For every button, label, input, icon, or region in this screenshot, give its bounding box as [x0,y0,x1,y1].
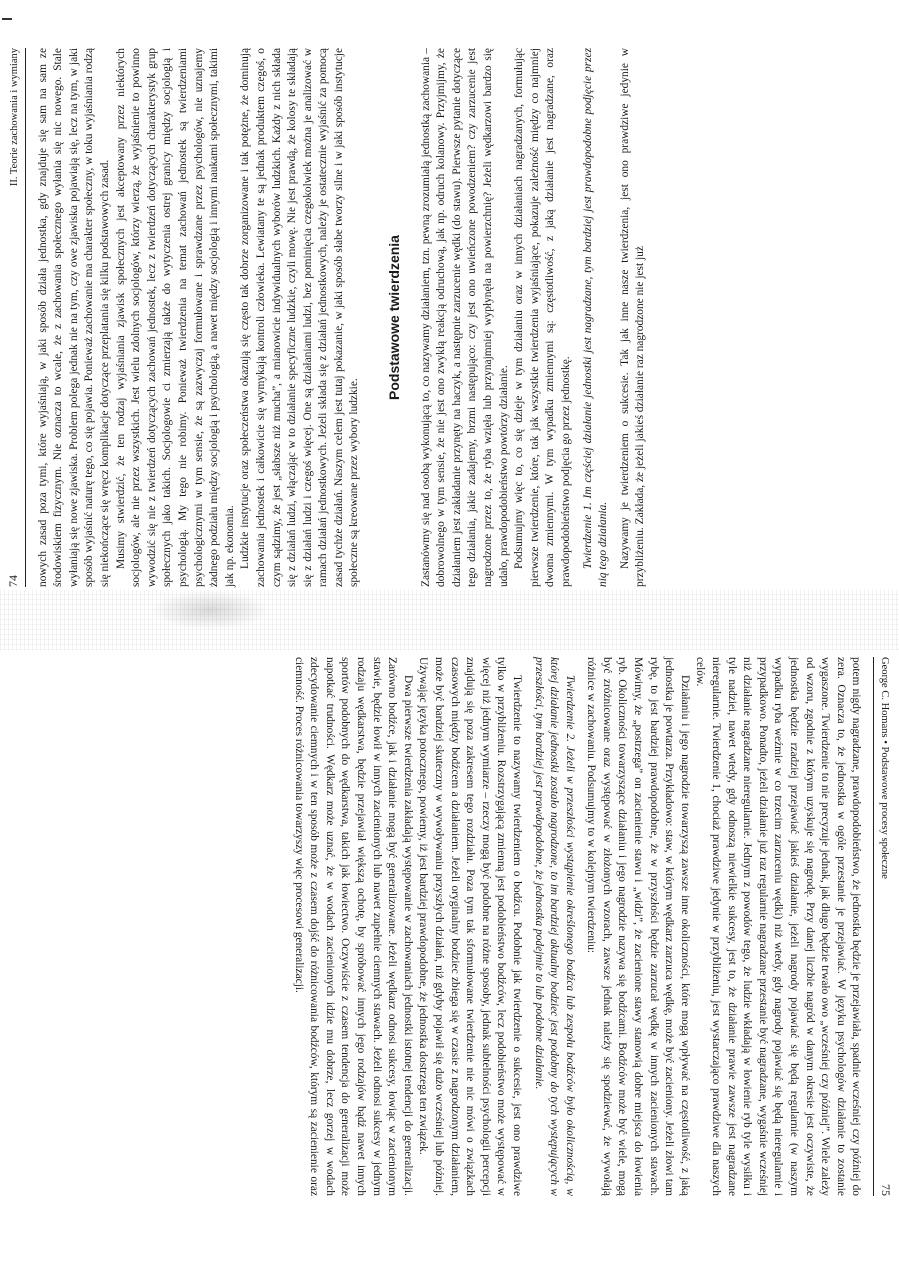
page-number: 75 [879,1184,893,1196]
book-page-74 [0,40,835,595]
binding-gutter [0,590,899,650]
section-heading: Podstawowe twierdzenia [386,235,403,400]
gutter-shadow [150,590,270,630]
paragraph: Dwa pierwsze twierdzenia zakładają występowanie w zachowaniach jednostki istotnej tendencji do generalizacji. Zarówno bodźce, jak i działanie mogą być generalizowane. Jeżeli wędkarz odnosi sukcesy, łowiąc w zacienionym stawie, będzie łowił w innych zacienionych lub nawet zupełnie ciemnych stawach. Jeżeli odnosi sukcesy w jednym rodzaju wędkarstwa, będzie przejawiał większą ochotę, by spróbować innych jego rodzajów bądź nawet innych sportów podobnych do wędkarstwa, takich jak łowiectwo. Oczywiście z czasem tendencja do generalizacji może napotkać trudności. Wędkarz może uznać, że w wodach zacienionych idzie mu dobrze, lecz gorzej w wodach zdecydowanie ciemnych i w ten sposób może z czasem dojść do różnicowania bodźców, którym są zacienienie oraz ciemność. Proces różnicowania towarzyszy więc procesowi generalizacji. [292,657,414,1196]
theorem-2: Twierdzenie 2. Jeżeli w przeszłości wystąpienie określonego bodźca lub zespołu bodźców było okolicznością, w której działanie jednostki zostało nagrodzone, to im bardziej aktualny bodziec jest podobny do tych występujących w przeszłości, tym bardziej jest prawdopodobne, że jednostka podejmie to lub podobne działanie. [532,657,576,1196]
paragraph: Nazywamy je twierdzeniem o sukcesie. Tak jak inne nasze twierdzenia, jest ono prawdziwe jedynie w przybliżeniu. Zakłada, że jeżeli jakieś działanie raz nagrodzone nie jest już [618,48,647,587]
running-head [6,48,26,587]
theorem-1: Twierdzenie 1. Im częściej działanie jednostki jest nagradzane, tym bardziej jest prawdopodobne podjęcie przez nią tego działania. [581,48,610,587]
paragraph: nowych zasad poza tymi, które wyjaśniają, w jaki sposób działa jednostka, gdy znajduje się sam na sam ze środowiskiem fizycznym. Nie oznacza to wcale, że z zachowania społecznego wyłania się nic nowego. Stale wyłaniają się nowe zjawiska. Problem polega jednak nie na tym, czy owe zjawiska pojawiają się, lecz na tym, w jaki sposób wyjaśnić naturę tego, co się pojawia. Ponieważ zachowanie ma charakter społeczny, w toku wyjaśniania rodzą się niekończące się wręcz komplikacje dotyczące przeplatania się kilku podstawowych zasad. [36,48,111,587]
paragraph: Ludzkie instytucje oraz społeczeństwa okazują się często tak dobrze zorganizowane i tak potężne, że dominują zachowania jednostek i całkowicie się wymykają kontroli człowieka. Lewiatany te są jednak produktem czegoś, o czym sądzimy, że jest „słabsze niż mucha”, a mianowicie indywidualnych wyborów ludzkich. Każdy z nich składa się z działań ludzi, włączając w to działanie specyficzne ludzkie, czyli mowę. Nie jest prawdą, że kolosy te składają się z działań ludzi i czegoś więcej. One są działaniami ludzi, bez pominięcia czegokolwiek można je analizować w ramach działań jednostkowych. Jeżeli składa się z działań jednostkowych, należy je ostatecznie wyjaśnić za pomocą zasad tychże działań. Naszym celem jest tutaj pokazanie, w jaki sposób słabe tworzy silne i w jaki sposób instytucje społeczne są kreowane przez wybory ludzkie. [239,48,361,587]
running-head [873,657,893,1196]
running-head-title: George C. Homans • Podstawowe procesy społeczne [879,657,890,879]
paragraph: Twierdzenie to nazywamy twierdzeniem o bodźcu. Podobnie jak twierdzenie o sukcesie, jest ono prawdziwe tylko w przybliżeniu. Rozstrzygającą zmienną jest podobieństwo bodźców, lecz podobieństwo może występować w więcej niż jednym wymiarze – rzeczy mogą być podobne na różne sposoby, jednak subtelności psychologii percepcji znajdują się poza zakresem tego rozdziału. Poza tym tak sformułowane twierdzenie nie nic mówi o związkach czasowych między bodźcem a działaniem. Jeżeli oryginalny bodziec zbiega się w czasie z nagrodzonym działaniem, może być bardziej skuteczny w wywoływaniu przyszłych działań, niż gdyby pojawił się dużo wcześniej lub później. Używając języka potocznego, powiemy, iż jest bardziej prawdopodobne, że jednostka dostrzega ten związek. [417,657,523,1196]
paragraph: Podsumujmy więc to, co się dzieje w tym działaniu oraz w innych działaniach nagradzanych, formułując pierwsze twierdzenie, które, tak jak wszystkie twierdzenia wyjaśniające, pokazuje zależność między co najmniej dwoma zmiennymi. W tym wypadku zmiennymi są: częstotliwość, z jaką działanie jest nagradzane, oraz prawdopodobieństwo podjęcia go przez jednostkę. [513,48,572,587]
running-head-title: II. Teorie zachowania i wymiany [9,48,20,187]
book-page-75 [64,649,899,1204]
paragraph: Zastanówmy się nad osobą wykonującą to, co nazywamy działaniem, tzn. pewną zrozumiałą jednostką zachowania – dobrowolnego w tym sensie, że nie jest ono zwykłą reakcją odruchową, jak np. odruch kolanowy. Przyjmijmy, że działaniem jest zakładanie przynęty na haczyk, a następnie zarzucenie wędki (do stawu). Pierwsze pytanie dotyczące tego działania, jakie zadajemy, brzmi następująco: czy jest ono uwieńczone powodzeniem? czy zarzucenie jest nagrodzone przez to, że ryba wzięła lub przynajmniej wypłynęła na powierzchnię? Jeżeli wędkarzowi bardzo się udało, prawdopodobieństwo powtórzy działanie. [419,48,510,587]
page-number: 74 [6,575,20,587]
paragraph: Musimy stwierdzić, że ten rodzaj wyjaśniania zjawisk społecznych jest akceptowany przez niektórych socjologów, ale nie przez wszystkich. Jest wielu zdolnych socjologów, którzy wierzą, że wyjaśnienie to powinno wywodzić się nie z twierdzeń dotyczących zachowań jednostek, lecz z twierdzeń dotyczących charakterystyk grup społecznych jako takich. Socjologowie ci zmierzają także do wytyczenia ostrej granicy między socjologią i psychologią. My tego nie robimy. Ponieważ twierdzenia na temat zachowań jednostek są twierdzeniami psychologicznymi w tym sensie, że są zazwyczaj formułowane i sprawdzane przez psychologów, nie uznajemy żadnego podziału między socjologią i psychologią, a nawet między socjologią i innymi naukami społecznymi, takimi jak np. ekonomia. [114,48,236,587]
scan-edge-mark [2,18,12,20]
paragraph: potem nigdy nagradzane, prawdopodobieństwo, że jednostka będzie je przejawiała, spadnie wcześniej czy później do zera. Oznacza to, że jednostka w ogóle przestanie je przejawiać. W języku psychologów działanie to zostanie wygaszone. Twierdzenie to nie precyzuje jednak, jak długo będzie trwało owo „wcześniej czy później”. Wiele zależy od wzoru, zgodnie z którym uzyskuje się nagrodę. Przy danej liczbie nagród w danym okresie jest oczywiste, że jednostka będzie rzadziej przejawiać jakieś działanie, jeżeli nagrody pojawiać się będą regularnie (w naszym wypadku ryba weźmie w co trzecim zarzuceniu wędki) niż wtedy, gdy nagrody pojawiać się będą nieregularnie i przypadkowo. Ponadto, jeżeli działanie już raz regularnie nagradzane przestanie być nagradzane, wygaśnie wcześniej niż działanie nagradzane nieregularnie. Jednym z powodów tego, że ludzie wkładają w łowienie ryb tyle wysiłku i tyle nadziei, nawet wtedy, gdy odnoszą niewielkie sukcesy, jest to, że działanie prawie zawsze jest nagradzane nieregularnie. Twierdzenie 1, chociaż prawdziwe jedynie w przybliżeniu, jest wystarczająco prawdziwe dla naszych celów. [694,657,863,1196]
paragraph: Działaniu i jego nagrodzie towarzyszą zawsze inne okoliczności, które mogą wpływać na częstotliwość, z jaką jednostka je powtarza. Przykładowo: staw, w którym wędkarz zarzuca wędkę, może być zacieniony. Jeżeli złowi tam rybę, to jest bardziej prawdopodobne, że w przyszłości będzie zarzucał wędkę w innych zacienionych stawach. Mówimy, że „postrzega” on zacienienie stawu i „widzi”, że zacienione stawy stanowią dobre miejsca do łowienia ryb. Okoliczności towarzyszące działaniu i jego nagrodzie nazywa się bodźcami. Bodźców może być wiele, mogą być zróżnicowane oraz występować w złożonych wzorach, zawsze jednak należy się spodziewać, że wywołają różnice w zachowaniu. Podsumujmy to w kolejnym twierdzeniu: [585,657,691,1196]
